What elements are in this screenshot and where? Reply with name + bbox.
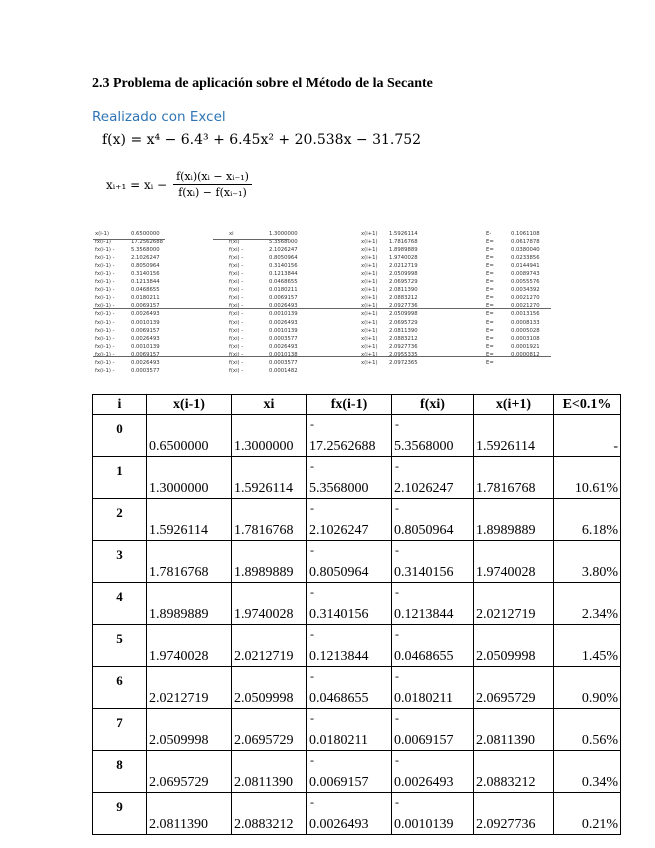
- thumb-cell: 2.0509998: [389, 271, 418, 278]
- negative-sign: -: [395, 417, 399, 431]
- thumb-cell: f(xi) -: [229, 303, 244, 310]
- thumb-cell: x(i+1): [361, 311, 378, 318]
- x-prev-cell: 2.0811390: [147, 793, 232, 835]
- thumb-col-xprev-labels: [95, 230, 114, 375]
- thumb-cell: E=: [486, 239, 494, 246]
- thumb-cell: fx(i-1) -: [95, 287, 115, 294]
- thumb-col-err-labels: [486, 230, 494, 367]
- thumb-cell: fx(i-1) -: [95, 311, 115, 318]
- thumb-cell: 2.0212719: [389, 263, 418, 270]
- x-next-cell: 2.0509998: [474, 625, 554, 667]
- column-header: fx(i-1): [307, 395, 392, 415]
- iteration-cell: 4: [93, 583, 147, 625]
- xi-cell: 2.0695729: [232, 709, 307, 751]
- negative-sign: -: [395, 795, 399, 809]
- thumb-cell: x(i-1): [95, 231, 110, 237]
- thumb-cell: E=: [486, 287, 494, 294]
- thumb-cell: 1.5926114: [389, 231, 418, 237]
- thumb-cell: 2.0927736: [389, 343, 418, 350]
- x-next-cell: 2.0927736: [474, 793, 554, 835]
- thumb-cell: 0.0003108: [511, 335, 540, 342]
- x-next-cell: 2.0883212: [474, 751, 554, 793]
- xi-cell: 1.9740028: [232, 583, 307, 625]
- thumb-cell: 0.0069157: [269, 295, 298, 302]
- thumb-cell: fx(i-1) -: [95, 319, 115, 326]
- thumb-cell: x(i+1): [361, 343, 378, 350]
- thumb-cell: 0.1061108: [511, 231, 540, 237]
- x-prev-cell: 1.5926114: [147, 499, 232, 541]
- negative-sign: -: [310, 753, 314, 767]
- thumb-cell: f(xi) -: [229, 271, 244, 278]
- table-row: [93, 457, 621, 499]
- cell-value: 0.0468655: [309, 691, 369, 706]
- x-prev-cell: 1.7816768: [147, 541, 232, 583]
- x-prev-cell: 2.0509998: [147, 709, 232, 751]
- secant-table: [92, 394, 621, 835]
- thumb-cell: fx(i-1) -: [95, 327, 115, 334]
- secant-formula-fraction: [173, 170, 252, 199]
- negative-sign: -: [310, 459, 314, 473]
- thumb-cell: fx(i-1): [95, 239, 111, 246]
- thumb-cell: fx(i-1) -: [95, 247, 115, 254]
- secant-formula-denominator: f(xᵢ) − f(xᵢ₋₁): [178, 186, 247, 199]
- thumb-cell: 1.8989889: [389, 247, 418, 254]
- negative-sign: -: [395, 711, 399, 725]
- column-header: E<0.1%: [554, 395, 621, 415]
- thumb-cell: x(i+1): [361, 263, 378, 270]
- table-row: [93, 793, 621, 835]
- thumb-cell: x(i+1): [361, 255, 378, 262]
- iteration-cell: 7: [93, 709, 147, 751]
- error-cell: 3.80%: [554, 541, 621, 583]
- iteration-cell: 6: [93, 667, 147, 709]
- thumb-cell: f(xi) -: [229, 319, 244, 326]
- thumb-cell: 0.0468655: [131, 287, 160, 294]
- thumb-cell: 0.1213844: [131, 279, 160, 286]
- thumb-cell: 2.0927736: [389, 303, 418, 310]
- table-row: [93, 751, 621, 793]
- negative-sign: -: [310, 585, 314, 599]
- column-header: xi: [232, 395, 307, 415]
- thumb-cell: 0.3140156: [269, 263, 298, 270]
- thumb-cell: x(i+1): [361, 287, 378, 294]
- cell-value: 5.3568000: [394, 439, 454, 454]
- negative-sign: -: [310, 543, 314, 557]
- thumb-cell: 0.0034392: [511, 287, 540, 294]
- thumb-cell: E=: [486, 311, 494, 318]
- error-cell: 2.34%: [554, 583, 621, 625]
- iteration-cell: 1: [93, 457, 147, 499]
- thumb-cell: 0.0010138: [269, 351, 298, 358]
- iteration-cell: 8: [93, 751, 147, 793]
- thumb-cell: f(xi) -: [229, 255, 244, 262]
- thumb-cell: 0.0069157: [131, 351, 160, 358]
- fx-prev-cell: [307, 667, 392, 709]
- iteration-cell: 2: [93, 499, 147, 541]
- thumb-cell: f(xi) -: [229, 311, 244, 318]
- thumb-cell: x(i+1): [361, 271, 378, 278]
- thumb-cell: 0.0026493: [131, 335, 160, 342]
- cell-value: 0.8050964: [394, 523, 454, 538]
- x-prev-cell: 0.6500000: [147, 415, 232, 457]
- thumb-cell: E=: [486, 303, 494, 310]
- thumb-cell: 0.0021270: [511, 295, 540, 302]
- thumb-cell: 0.0008133: [511, 319, 540, 326]
- thumb-cell: 0.0055576: [511, 279, 540, 286]
- fx-prev-cell: [307, 793, 392, 835]
- thumb-cell: fx(i-1) -: [95, 343, 115, 350]
- thumb-cell: 0.0010139: [131, 343, 160, 350]
- thumb-cell: x(i+1): [361, 295, 378, 302]
- thumb-cell: 0.0001482: [269, 367, 298, 374]
- xi-cell: 1.8989889: [232, 541, 307, 583]
- thumb-cell: f(xi) -: [229, 343, 244, 350]
- thumb-cell: 0.8050964: [269, 255, 298, 262]
- x-next-cell: 2.0811390: [474, 709, 554, 751]
- iteration-cell: 5: [93, 625, 147, 667]
- thumb-cell: fx(i-1) -: [95, 255, 115, 262]
- function-formula: f(x) = x⁴ − 6.4³ + 6.45x² + 20.538x − 31.752: [102, 132, 422, 148]
- thumb-cell: E=: [486, 247, 494, 254]
- cell-value: 17.2562688: [309, 439, 376, 454]
- fx-prev-cell: [307, 751, 392, 793]
- xi-cell: 1.3000000: [232, 415, 307, 457]
- thumb-cell: 0.0180211: [269, 287, 298, 294]
- thumb-cell: x(i+1): [361, 239, 378, 246]
- thumb-cell: f(xi): [229, 239, 240, 246]
- fxi-cell: [392, 457, 474, 499]
- thumb-cell: x(i+1): [361, 351, 378, 358]
- thumb-cell: 0.0026493: [269, 303, 298, 310]
- thumb-cell: 0.0069157: [131, 327, 160, 334]
- negative-sign: -: [310, 711, 314, 725]
- thumb-rule: [93, 239, 165, 240]
- negative-sign: -: [310, 417, 314, 431]
- negative-sign: -: [310, 795, 314, 809]
- secant-formula-lhs: xᵢ₊₁ = xᵢ −: [106, 177, 168, 192]
- cell-value: 0.3140156: [394, 565, 454, 580]
- thumb-cell: f(xi) -: [229, 335, 244, 342]
- column-header: x(i+1): [474, 395, 554, 415]
- thumb-cell: 2.1026247: [131, 255, 160, 262]
- thumb-cell: fx(i-1) -: [95, 279, 115, 286]
- thumb-cell: E=: [486, 359, 494, 366]
- cell-value: 2.1026247: [309, 523, 369, 538]
- table-row: [93, 625, 621, 667]
- negative-sign: -: [395, 459, 399, 473]
- thumb-col-xprev-values: [131, 230, 163, 375]
- thumb-cell: 0.8050964: [131, 263, 160, 270]
- thumb-cell: 0.0010139: [269, 327, 298, 334]
- cell-value: 0.0180211: [394, 691, 453, 706]
- error-cell: 0.21%: [554, 793, 621, 835]
- subtitle: Realizado con Excel: [92, 109, 226, 125]
- thumb-cell: f(xi) -: [229, 295, 244, 302]
- negative-sign: -: [395, 585, 399, 599]
- thumb-cell: 0.0001921: [511, 343, 540, 350]
- negative-sign: -: [310, 669, 314, 683]
- negative-sign: -: [395, 753, 399, 767]
- thumb-cell: f(xi) -: [229, 279, 244, 286]
- thumb-rule: [93, 356, 551, 357]
- fx-prev-cell: [307, 415, 392, 457]
- negative-sign: -: [395, 627, 399, 641]
- thumb-cell: 2.0811390: [389, 287, 418, 294]
- negative-sign: -: [395, 669, 399, 683]
- thumb-cell: 2.0883212: [389, 295, 418, 302]
- cell-value: 0.0026493: [394, 775, 454, 790]
- thumb-cell: 0.0010139: [131, 319, 160, 326]
- cell-value: 0.8050964: [309, 565, 369, 580]
- x-prev-cell: 2.0212719: [147, 667, 232, 709]
- thumb-cell: f(xi) -: [229, 247, 244, 254]
- thumb-cell: 0.1213844: [269, 271, 298, 278]
- thumb-cell: fx(i-1) -: [95, 263, 115, 270]
- fxi-cell: [392, 415, 474, 457]
- thumb-cell: 0.0003577: [269, 359, 298, 366]
- cell-value: 2.1026247: [394, 481, 454, 496]
- thumb-cell: x(i+1): [361, 231, 378, 237]
- xi-cell: 2.0883212: [232, 793, 307, 835]
- thumb-cell: E=: [486, 335, 494, 342]
- thumb-cell: x(i+1): [361, 319, 378, 326]
- thumb-rule: [213, 239, 289, 240]
- error-cell: 0.90%: [554, 667, 621, 709]
- thumb-cell: 0.0026493: [269, 343, 298, 350]
- thumb-cell: 2.0509998: [389, 311, 418, 318]
- table-row: [93, 583, 621, 625]
- xi-cell: 2.0212719: [232, 625, 307, 667]
- thumb-cell: xi: [229, 231, 234, 237]
- thumb-col-xnext-values: [389, 230, 418, 367]
- thumb-cell: 2.0811390: [389, 327, 418, 334]
- thumb-cell: 0.0005028: [511, 327, 540, 334]
- fxi-cell: [392, 709, 474, 751]
- thumb-cell: 0.0026493: [131, 359, 160, 366]
- thumb-cell: fx(i-1) -: [95, 295, 115, 302]
- fx-prev-cell: [307, 625, 392, 667]
- xi-cell: 1.7816768: [232, 499, 307, 541]
- thumb-cell: x(i+1): [361, 335, 378, 342]
- error-cell: 10.61%: [554, 457, 621, 499]
- thumb-cell: 0.0144941: [511, 263, 540, 270]
- thumb-cell: 0.0013156: [511, 311, 540, 318]
- thumb-cell: 2.0955335: [389, 351, 418, 358]
- thumb-cell: f(xi) -: [229, 359, 244, 366]
- thumb-cell: fx(i-1) -: [95, 359, 115, 366]
- thumb-cell: 0.0180211: [131, 295, 160, 302]
- column-header: f(xi): [392, 395, 474, 415]
- fx-prev-cell: [307, 457, 392, 499]
- thumb-col-xnext-labels: [361, 230, 378, 367]
- error-cell: 1.45%: [554, 625, 621, 667]
- table-row: [93, 667, 621, 709]
- error-cell: 0.34%: [554, 751, 621, 793]
- thumb-cell: 0.0468655: [269, 279, 298, 286]
- x-next-cell: 1.8989889: [474, 499, 554, 541]
- thumb-cell: 0.0026493: [269, 319, 298, 326]
- x-prev-cell: 1.9740028: [147, 625, 232, 667]
- secant-formula: [106, 170, 252, 199]
- x-prev-cell: 1.3000000: [147, 457, 232, 499]
- iteration-cell: 9: [93, 793, 147, 835]
- thumb-cell: f(xi) -: [229, 351, 244, 358]
- fxi-cell: [392, 667, 474, 709]
- thumb-cell: E=: [486, 343, 494, 350]
- thumb-cell: 0.6500000: [131, 231, 160, 237]
- fx-prev-cell: [307, 583, 392, 625]
- x-next-cell: 1.5926114: [474, 415, 554, 457]
- thumb-cell: fx(i-1) -: [95, 303, 115, 310]
- thumb-cell: x(i+1): [361, 279, 378, 286]
- x-next-cell: 2.0695729: [474, 667, 554, 709]
- thumb-cell: 1.7816768: [389, 239, 418, 246]
- fxi-cell: [392, 499, 474, 541]
- thumb-cell: 2.0883212: [389, 335, 418, 342]
- thumb-cell: E=: [486, 263, 494, 270]
- x-next-cell: 2.0212719: [474, 583, 554, 625]
- thumb-cell: E=: [486, 351, 494, 358]
- thumb-cell: 2.1026247: [269, 247, 298, 254]
- fx-prev-cell: [307, 499, 392, 541]
- fx-prev-cell: [307, 709, 392, 751]
- thumb-cell: 17.2562688: [131, 239, 164, 246]
- thumb-cell: 1.9740028: [389, 255, 418, 262]
- fxi-cell: [392, 541, 474, 583]
- thumb-cell: x(i+1): [361, 247, 378, 254]
- table-header-row: [93, 395, 621, 415]
- thumb-rule: [93, 308, 551, 309]
- thumb-cell: fx(i-1) -: [95, 367, 115, 374]
- thumb-cell: f(xi) -: [229, 287, 244, 294]
- cell-value: 0.3140156: [309, 607, 369, 622]
- thumb-cell: 0.0010139: [269, 311, 298, 318]
- table-row: [93, 415, 621, 457]
- cell-value: 0.1213844: [394, 607, 454, 622]
- xi-cell: 1.5926114: [232, 457, 307, 499]
- error-cell: 0.56%: [554, 709, 621, 751]
- thumb-cell: 0.0003577: [269, 335, 298, 342]
- cell-value: 0.0010139: [394, 817, 454, 832]
- x-next-cell: 1.7816768: [474, 457, 554, 499]
- thumb-cell: x(i+1): [361, 327, 378, 334]
- xi-cell: 2.0509998: [232, 667, 307, 709]
- table-row: [93, 541, 621, 583]
- cell-value: 0.1213844: [309, 649, 369, 664]
- x-prev-cell: 2.0695729: [147, 751, 232, 793]
- thumb-cell: 0.0000812: [511, 351, 540, 358]
- fx-prev-cell: [307, 541, 392, 583]
- thumb-cell: x(i+1): [361, 359, 378, 366]
- thumb-cell: E=: [486, 279, 494, 286]
- fxi-cell: [392, 583, 474, 625]
- thumb-cell: 0.0089743: [511, 271, 540, 278]
- thumb-cell: E=: [486, 255, 494, 262]
- fxi-cell: [392, 751, 474, 793]
- error-cell: -: [554, 415, 621, 457]
- thumb-cell: 0.0026493: [131, 311, 160, 318]
- thumb-cell: 1.3000000: [269, 231, 298, 237]
- cell-value: 0.0069157: [394, 733, 454, 748]
- table-row: [93, 499, 621, 541]
- cell-value: 0.0069157: [309, 775, 369, 790]
- table-row: [93, 709, 621, 751]
- column-header: x(i-1): [147, 395, 232, 415]
- xi-cell: 2.0811390: [232, 751, 307, 793]
- thumb-cell: 2.0972365: [389, 359, 418, 366]
- thumb-col-xi-labels: [229, 230, 243, 375]
- thumb-cell: 0.0380040: [511, 247, 540, 254]
- x-next-cell: 1.9740028: [474, 541, 554, 583]
- thumb-cell: 2.0695729: [389, 319, 418, 326]
- thumb-cell: 0.0233856: [511, 255, 540, 262]
- negative-sign: -: [395, 543, 399, 557]
- iteration-cell: 0: [93, 415, 147, 457]
- thumb-col-err-values: [511, 230, 540, 359]
- thumb-cell: f(xi) -: [229, 327, 244, 334]
- negative-sign: -: [395, 501, 399, 515]
- thumb-cell: 2.0695729: [389, 279, 418, 286]
- thumb-cell: 0.0021270: [511, 303, 540, 310]
- cell-value: 0.0180211: [309, 733, 368, 748]
- thumb-cell: 5.3568000: [131, 247, 160, 254]
- cell-value: 0.0026493: [309, 817, 369, 832]
- thumb-cell: 0.0617878: [511, 239, 540, 246]
- thumb-cell: E=: [486, 327, 494, 334]
- thumb-cell: E=: [486, 319, 494, 326]
- fxi-cell: [392, 625, 474, 667]
- thumb-cell: fx(i-1) -: [95, 351, 115, 358]
- iteration-cell: 3: [93, 541, 147, 583]
- column-header: i: [93, 395, 147, 415]
- negative-sign: -: [310, 501, 314, 515]
- cell-value: 0.0468655: [394, 649, 454, 664]
- thumb-cell: 0.0069157: [131, 303, 160, 310]
- table-body: [93, 415, 621, 835]
- thumb-col-xi-values: [269, 230, 298, 375]
- error-cell: 6.18%: [554, 499, 621, 541]
- cell-value: 5.3568000: [309, 481, 369, 496]
- thumb-cell: 0.0003577: [131, 367, 160, 374]
- fxi-cell: [392, 793, 474, 835]
- thumb-cell: 5.3568000: [269, 239, 298, 246]
- thumb-cell: E=: [486, 271, 494, 278]
- thumb-cell: 0.3140156: [131, 271, 160, 278]
- thumb-cell: fx(i-1) -: [95, 271, 115, 278]
- thumb-cell: fx(i-1) -: [95, 335, 115, 342]
- thumb-cell: E-: [486, 231, 492, 237]
- thumb-cell: f(xi) -: [229, 367, 244, 374]
- thumb-cell: f(xi) -: [229, 263, 244, 270]
- negative-sign: -: [310, 627, 314, 641]
- x-prev-cell: 1.8989889: [147, 583, 232, 625]
- thumb-cell: E=: [486, 295, 494, 302]
- excel-sheet-thumbnail: [93, 230, 551, 381]
- section-heading: 2.3 Problema de aplicación sobre el Método de la Secante: [92, 76, 433, 91]
- secant-formula-numerator: f(xᵢ)(xᵢ − xᵢ₋₁): [173, 170, 252, 185]
- thumb-cell: x(i+1): [361, 303, 378, 310]
